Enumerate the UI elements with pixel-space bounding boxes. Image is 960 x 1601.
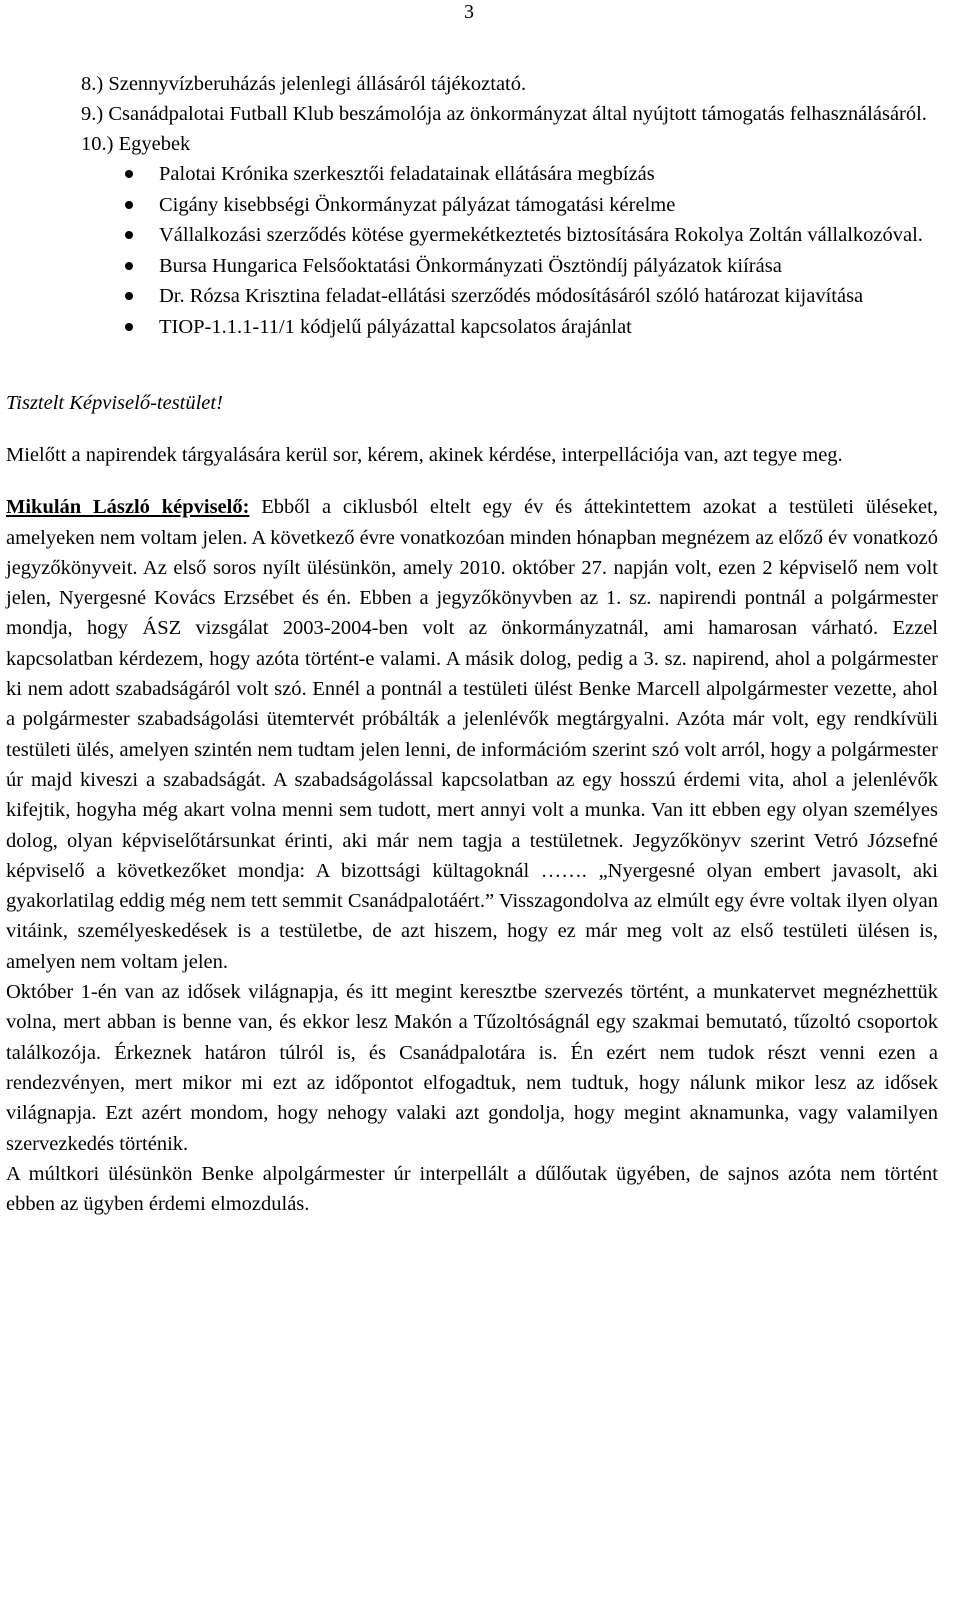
agenda-bullet-item: Cigány kisebbségi Önkormányzat pályázat támogatási kérelme: [6, 190, 938, 221]
agenda-bullet-item: TIOP-1.1.1-11/1 kódjelű pályázattal kapcsolatos árajánlat: [6, 312, 938, 343]
intro-paragraph: Mielőtt a napirendek tárgyalására kerül sor, kérem, akinek kérdése, interpellációja van, azt tegye meg.: [6, 444, 843, 466]
speech-text: Ebből a ciklusból eltelt egy év és áttekintettem azokat a testületi üléseket, amelyeken nem voltam jelen. A következő évre vonatkozóan minden hónapban megnézem az előző év vonatkozó jegyzőkönyveit. Az első soros nyílt ülésünkön, amely 2010. október 27. napján volt, ezen 2 képviselő nem volt jelen, Nyergesné Kovács Erzsébet és én. Ebben a jegyzőkönyvben az 1. sz. napirendi pontnál a polgármester mondja, hogy ÁSZ vizsgálat 2003-2004-ben volt az önkormányzatnál, ami hamarosan várható. Ezzel kapcsolatban kérdezem, hogy azóta történt-e valami. A másik dolog, pedig a 3. sz. napirend, ahol a polgármester ki nem adott szabadságáról volt szó. Ennél a pontnál a testületi ülést Benke Marcell alpolgármester vezette, ahol a polgármester szabadságolási ütemtervét próbálták a jelenlévők megtárgyalni. Azóta már volt, egy rendkívüli testületi ülés, amelyen szintén nem tudtam jelen lenni, de információm szerint szó volt arról, hogy a polgármester úr majd kiveszi a szabadságát. A szabadságolással kapcsolatban az egy hosszú érdemi vita, ahol a jelenlévők kifejtik, hogyha még akart volna menni sem tudott, mert annyi volt a munka. Van itt ebben egy olyan személyes dolog, olyan képviselőtársunkat érinti, aki már nem tagja a testületnek. Jegyzőkönyv szerint Vetró Józsefné képviselő a következőket mondja: A bizottsági kültagoknál ……. „Nyergesné olyan embert javasolt, aki gyakorlatilag eddig még nem tett semmit Csanádpalotáért.” Visszagondolva az elmúlt egy évre voltak ilyen olyan vitáink, személyeskedések is a testületbe, de azt hiszem, hogy ez már meg volt az első testületi ülésen is, amelyen nem voltam jelen.: [6, 496, 938, 973]
page-number: 3: [464, 1, 474, 23]
speech-paragraph: [6, 492, 938, 977]
agenda-item-9: 9.) Csanádpalotai Futball Klub beszámolója az önkormányzat által nyújtott támogatás felhasználásáról.: [81, 103, 927, 125]
bullet-icon: [125, 170, 133, 178]
bullet-icon: [125, 201, 133, 209]
agenda-bullet-item: Palotai Krónika szerkesztői feladatainak ellátására megbízás: [6, 159, 938, 190]
document-body: [6, 69, 938, 1219]
agenda-item-8: 8.) Szennyvízberuházás jelenlegi állásáról tájékoztató.: [81, 73, 527, 95]
agenda-bullet-item: Bursa Hungarica Felsőoktatási Önkormányzati Ösztöndíj pályázatok kiírása: [6, 251, 938, 282]
bullet-icon: [125, 262, 133, 270]
bullet-icon: [125, 323, 133, 331]
agenda-item-10: 10.) Egyebek: [81, 133, 191, 155]
agenda: [6, 69, 938, 342]
speech-paragraph-3: A múltkori ülésünkön Benke alpolgármester úr interpellált a dűlőutak ügyében, de sajnos azóta nem történt ebben az ügyben érdemi elmozdulás.: [6, 1162, 938, 1216]
agenda-bullet-item: Vállalkozási szerződés kötése gyermekétkeztetés biztosítására Rokolya Zoltán vállalkozóval.: [6, 220, 938, 251]
speech-paragraph-2: Október 1-én van az idősek világnapja, és itt megint keresztbe szervezés történt, a munkatervet megnézhettük volna, mert abban is benne van, és ekkor lesz Makón a Tűzoltóságnál egy szakmai bemutató, tűzoltó csoportok találkozója. Érkeznek határon túlról is, és Csanádpalotára is. Én ezért nem tudok részt venni ezen a rendezvényen, mert mikor mi ezt az időpontot elfogadtuk, nem tudtuk, hogy nálunk mikor lesz az idősek világnapja. Ezt azért mondom, hogy nehogy valaki azt gondolja, hogy megint aknamunka, vagy valamilyen szervezkedés történik.: [6, 981, 938, 1155]
bullet-icon: [125, 292, 133, 300]
agenda-bullet-list: [6, 159, 938, 342]
agenda-bullet-item: Dr. Rózsa Krisztina feladat-ellátási szerződés módosításáról szóló határozat kijavítása: [6, 281, 938, 312]
bullet-icon: [125, 231, 133, 239]
salutation: Tisztelt Képviselő-testület!: [6, 392, 223, 414]
speaker-name: Mikulán László képviselő:: [6, 496, 250, 519]
